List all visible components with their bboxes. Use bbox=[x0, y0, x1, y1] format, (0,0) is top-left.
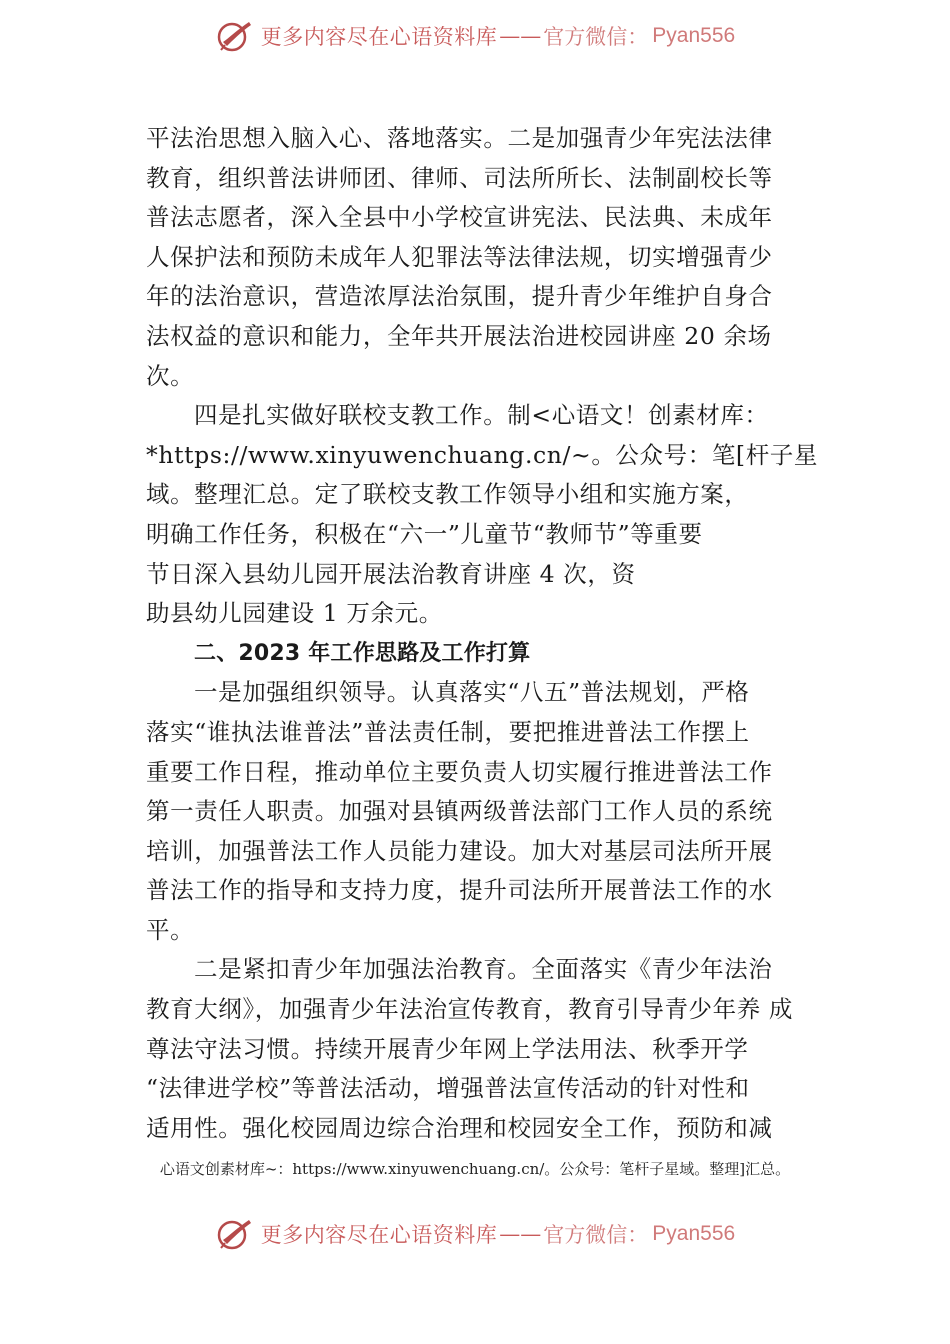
pen-logo-icon bbox=[215, 18, 255, 54]
paragraph-line: 普法志愿者，深入全县中小学校宣讲宪法、民法典、未成年 bbox=[146, 203, 773, 232]
wechat-id: Pyan556 bbox=[652, 24, 736, 47]
paragraph-line: 落实“谁执法谁普法”普法责任制，要把推进普法工作摆上 bbox=[146, 717, 750, 746]
paragraph-line: 重要工作日程，推动单位主要负责人切实履行推进普法工作 bbox=[146, 757, 773, 786]
wechat-label: 官方微信： bbox=[543, 1223, 649, 1247]
paragraph-line: *https://www.xinyuwenchuang.cn/~。公众号：笔[杆子星 bbox=[146, 440, 818, 469]
header-banner bbox=[0, 16, 950, 56]
paragraph-line: 一是加强组织领导。认真落实“八五”普法规划，严格 bbox=[194, 678, 750, 707]
banner-separator: —— bbox=[499, 1222, 542, 1246]
paragraph-line: 明确工作任务，积极在“六一”儿童节“教师节”等重要 bbox=[146, 519, 703, 548]
paragraph-line: “法律进学校”等普法活动，增强普法宣传活动的针对性和 bbox=[146, 1074, 750, 1103]
paragraph-line: 教育，组织普法讲师团、律师、司法所所长、法制副校长等 bbox=[146, 163, 773, 192]
paragraph-line: 次。 bbox=[146, 361, 195, 390]
paragraph-line: 普法工作的指导和支持力度，提升司法所开展普法工作的水 bbox=[146, 876, 773, 905]
paragraph-line: 四是扎实做好联校支教工作。制<心语文！创素材库： bbox=[194, 401, 769, 430]
paragraph-line: 助县幼儿园建设 1 万余元。 bbox=[146, 599, 443, 628]
paragraph-line: 域。整理汇总。定了联校支教工作领导小组和实施方案， bbox=[146, 480, 749, 509]
paragraph-line: 人保护法和预防未成年人犯罪法等法律法规，切实增强青少 bbox=[146, 242, 773, 271]
paragraph-line: 平。 bbox=[146, 915, 195, 944]
wechat-label: 官方微信： bbox=[543, 25, 649, 49]
pen-logo-icon bbox=[215, 1216, 255, 1252]
paragraph-line: 节日深入县幼儿园开展法治教育讲座 4 次，资 bbox=[146, 559, 636, 588]
banner-separator: —— bbox=[499, 24, 542, 48]
paragraph-line: 平法治思想入脑入心、落地落实。二是加强青少年宪法法律 bbox=[146, 124, 773, 152]
paragraph-line: 适用性。强化校园周边综合治理和校园安全工作，预防和减 bbox=[146, 1113, 773, 1142]
document-body bbox=[146, 119, 818, 1148]
paragraph-line: 年的法治意识，营造浓厚法治氛围，提升青少年维护自身合 bbox=[146, 282, 773, 311]
paragraph-line: 二是紧扣青少年加强法治教育。全面落实《青少年法治 bbox=[194, 955, 773, 984]
banner-text: 更多内容尽在心语资料库 bbox=[260, 1223, 498, 1247]
footer-banner bbox=[0, 1214, 950, 1254]
wechat-id: Pyan556 bbox=[652, 1222, 736, 1245]
paragraph-line: 第一责任人职责。加强对县镇两级普法部门工作人员的系统 bbox=[146, 797, 773, 826]
section-heading: 二、2023 年工作思路及工作打算 bbox=[194, 640, 531, 666]
paragraph-line: 培训，加强普法工作人员能力建设。加大对基层司法所开展 bbox=[146, 836, 773, 865]
paragraph-line: 尊法守法习惯。持续开展青少年网上学法用法、秋季开学 bbox=[146, 1034, 749, 1063]
footer-watermark-note: 心语文创素材库~：https://www.xinyuwenchuang.cn/。公众号：笔杆子星域。整理]汇总。 bbox=[159, 1160, 791, 1178]
paragraph-line: 教育大纲》，加强青少年法治宣传教育，教育引导青少年养 成 bbox=[146, 995, 794, 1024]
banner-text: 更多内容尽在心语资料库 bbox=[260, 25, 498, 49]
paragraph-line: 法权益的意识和能力，全年共开展法治进校园讲座 20 余场 bbox=[146, 321, 772, 350]
